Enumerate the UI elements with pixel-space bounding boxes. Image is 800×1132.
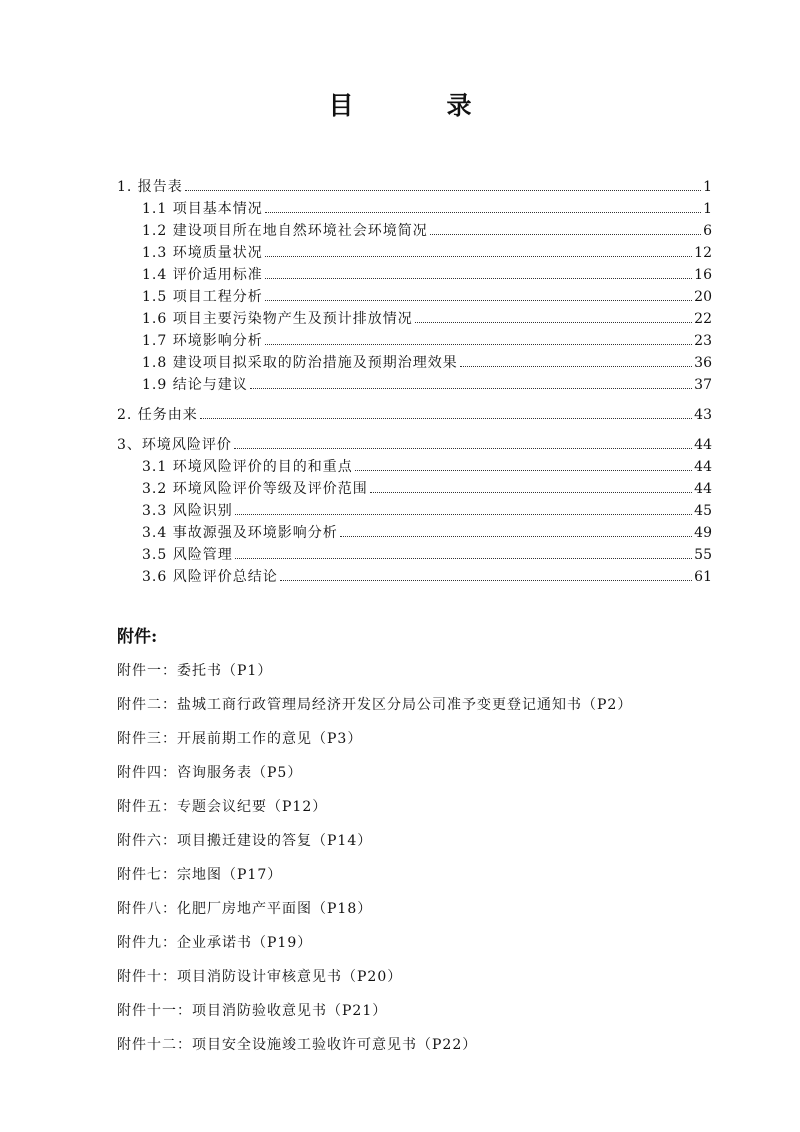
toc-entry-page: 36 xyxy=(694,355,712,371)
toc-entry[interactable] xyxy=(117,500,712,522)
toc-dot-leader xyxy=(235,558,692,559)
toc-entry[interactable] xyxy=(117,456,712,478)
toc-entry-label: 3.2 环境风险评价等级及评价范围 xyxy=(142,481,368,497)
page-title: 目 录 xyxy=(328,91,506,120)
toc-entry[interactable] xyxy=(117,308,712,330)
toc-entry[interactable] xyxy=(117,522,712,544)
toc-entry-label: 1.7 环境影响分析 xyxy=(142,333,263,349)
toc-entry[interactable] xyxy=(117,220,712,242)
attachments-list xyxy=(117,660,717,1068)
toc-entry-page: 44 xyxy=(694,459,712,475)
attachment-item: 附件九：企业承诺书（P19） xyxy=(117,935,313,951)
toc-entry-label: 3、环境风险评价 xyxy=(117,437,232,453)
toc-dot-leader xyxy=(430,234,701,235)
toc-entry-label: 3.3 风险识别 xyxy=(142,503,233,519)
toc-entry-page: 44 xyxy=(694,481,712,497)
attachment-item: 附件一：委托书（P1） xyxy=(117,663,273,679)
toc-dot-leader xyxy=(265,344,692,345)
toc-entry-label: 3.5 风险管理 xyxy=(142,547,233,563)
toc-entry-page: 49 xyxy=(694,525,712,541)
attachment-item: 附件七：宗地图（P17） xyxy=(117,867,283,883)
toc-entry-label: 3.1 环境风险评价的目的和重点 xyxy=(142,459,353,475)
toc-entry[interactable] xyxy=(117,352,712,374)
toc-entry[interactable] xyxy=(117,330,712,352)
attachment-item: 附件三：开展前期工作的意见（P3） xyxy=(117,731,363,747)
toc-entry-page: 12 xyxy=(694,245,712,261)
attachment-item: 附件四：咨询服务表（P5） xyxy=(117,765,303,781)
attachment-item: 附件十：项目消防设计审核意见书（P20） xyxy=(117,969,403,985)
toc-dot-leader xyxy=(250,388,692,389)
attachment-item: 附件十一：项目消防验收意见书（P21） xyxy=(117,1003,388,1019)
toc-entry-label: 1.4 评价适用标准 xyxy=(142,267,263,283)
toc-entry-page: 1 xyxy=(703,179,712,195)
toc-entry-page: 37 xyxy=(694,377,712,393)
toc-entry-label: 1.9 结论与建议 xyxy=(142,377,248,393)
toc-dot-leader xyxy=(265,256,692,257)
toc-dot-leader xyxy=(280,580,692,581)
toc-entry-page: 45 xyxy=(694,503,712,519)
toc-entry-label: 3.6 风险评价总结论 xyxy=(142,569,278,585)
toc-entry[interactable] xyxy=(117,242,712,264)
attachment-item: 附件十二：项目安全设施竣工验收许可意见书（P22） xyxy=(117,1037,478,1053)
toc-dot-leader xyxy=(185,190,701,191)
toc-entry-label: 1.1 项目基本情况 xyxy=(142,201,263,217)
toc-entry-page: 61 xyxy=(694,569,712,585)
toc-entry-page: 55 xyxy=(694,547,712,563)
toc-entry-label: 2. 任务由来 xyxy=(117,407,198,423)
toc-entry[interactable] xyxy=(117,404,712,426)
toc-dot-leader xyxy=(355,470,692,471)
toc-dot-leader xyxy=(200,418,692,419)
toc-entry-page: 44 xyxy=(694,437,712,453)
toc-entry[interactable] xyxy=(117,176,712,198)
toc-dot-leader xyxy=(370,492,692,493)
toc-entry-label: 1.8 建设项目拟采取的防治措施及预期治理效果 xyxy=(142,355,458,371)
toc-entry-label: 1.3 环境质量状况 xyxy=(142,245,263,261)
toc-entry[interactable] xyxy=(117,478,712,500)
toc-entry[interactable] xyxy=(117,434,712,456)
toc-dot-leader xyxy=(415,322,692,323)
attachment-item: 附件六：项目搬迁建设的答复（P14） xyxy=(117,833,373,849)
toc-entry[interactable] xyxy=(117,198,712,220)
attachment-item: 附件八：化肥厂房地产平面图（P18） xyxy=(117,901,373,917)
toc-dot-leader xyxy=(340,536,692,537)
toc-dot-leader xyxy=(234,448,692,449)
toc-entry-page: 20 xyxy=(694,289,712,305)
table-of-contents xyxy=(117,176,712,588)
toc-entry[interactable] xyxy=(117,374,712,396)
toc-entry-page: 1 xyxy=(703,201,712,217)
toc-entry-page: 16 xyxy=(694,267,712,283)
toc-dot-leader xyxy=(265,278,692,279)
toc-entry[interactable] xyxy=(117,264,712,286)
attachment-item: 附件二：盐城工商行政管理局经济开发区分局公司准予变更登记通知书（P2） xyxy=(117,697,633,713)
toc-entry[interactable] xyxy=(117,544,712,566)
toc-dot-leader xyxy=(265,212,701,213)
toc-entry-page: 43 xyxy=(694,407,712,423)
toc-dot-leader xyxy=(235,514,692,515)
toc-entry-page: 6 xyxy=(703,223,712,239)
toc-entry-page: 22 xyxy=(694,311,712,327)
toc-entry-label: 3.4 事故源强及环境影响分析 xyxy=(142,525,338,541)
toc-entry-label: 1.2 建设项目所在地自然环境社会环境简况 xyxy=(142,223,428,239)
attachments-heading: 附件: xyxy=(117,627,158,647)
toc-entry-label: 1. 报告表 xyxy=(117,179,183,195)
toc-dot-leader xyxy=(265,300,692,301)
toc-entry-label: 1.6 项目主要污染物产生及预计排放情况 xyxy=(142,311,413,327)
toc-dot-leader xyxy=(460,366,692,367)
toc-entry-page: 23 xyxy=(694,333,712,349)
toc-entry[interactable] xyxy=(117,566,712,588)
toc-entry[interactable] xyxy=(117,286,712,308)
toc-entry-label: 1.5 项目工程分析 xyxy=(142,289,263,305)
attachment-item: 附件五：专题会议纪要（P12） xyxy=(117,799,328,815)
